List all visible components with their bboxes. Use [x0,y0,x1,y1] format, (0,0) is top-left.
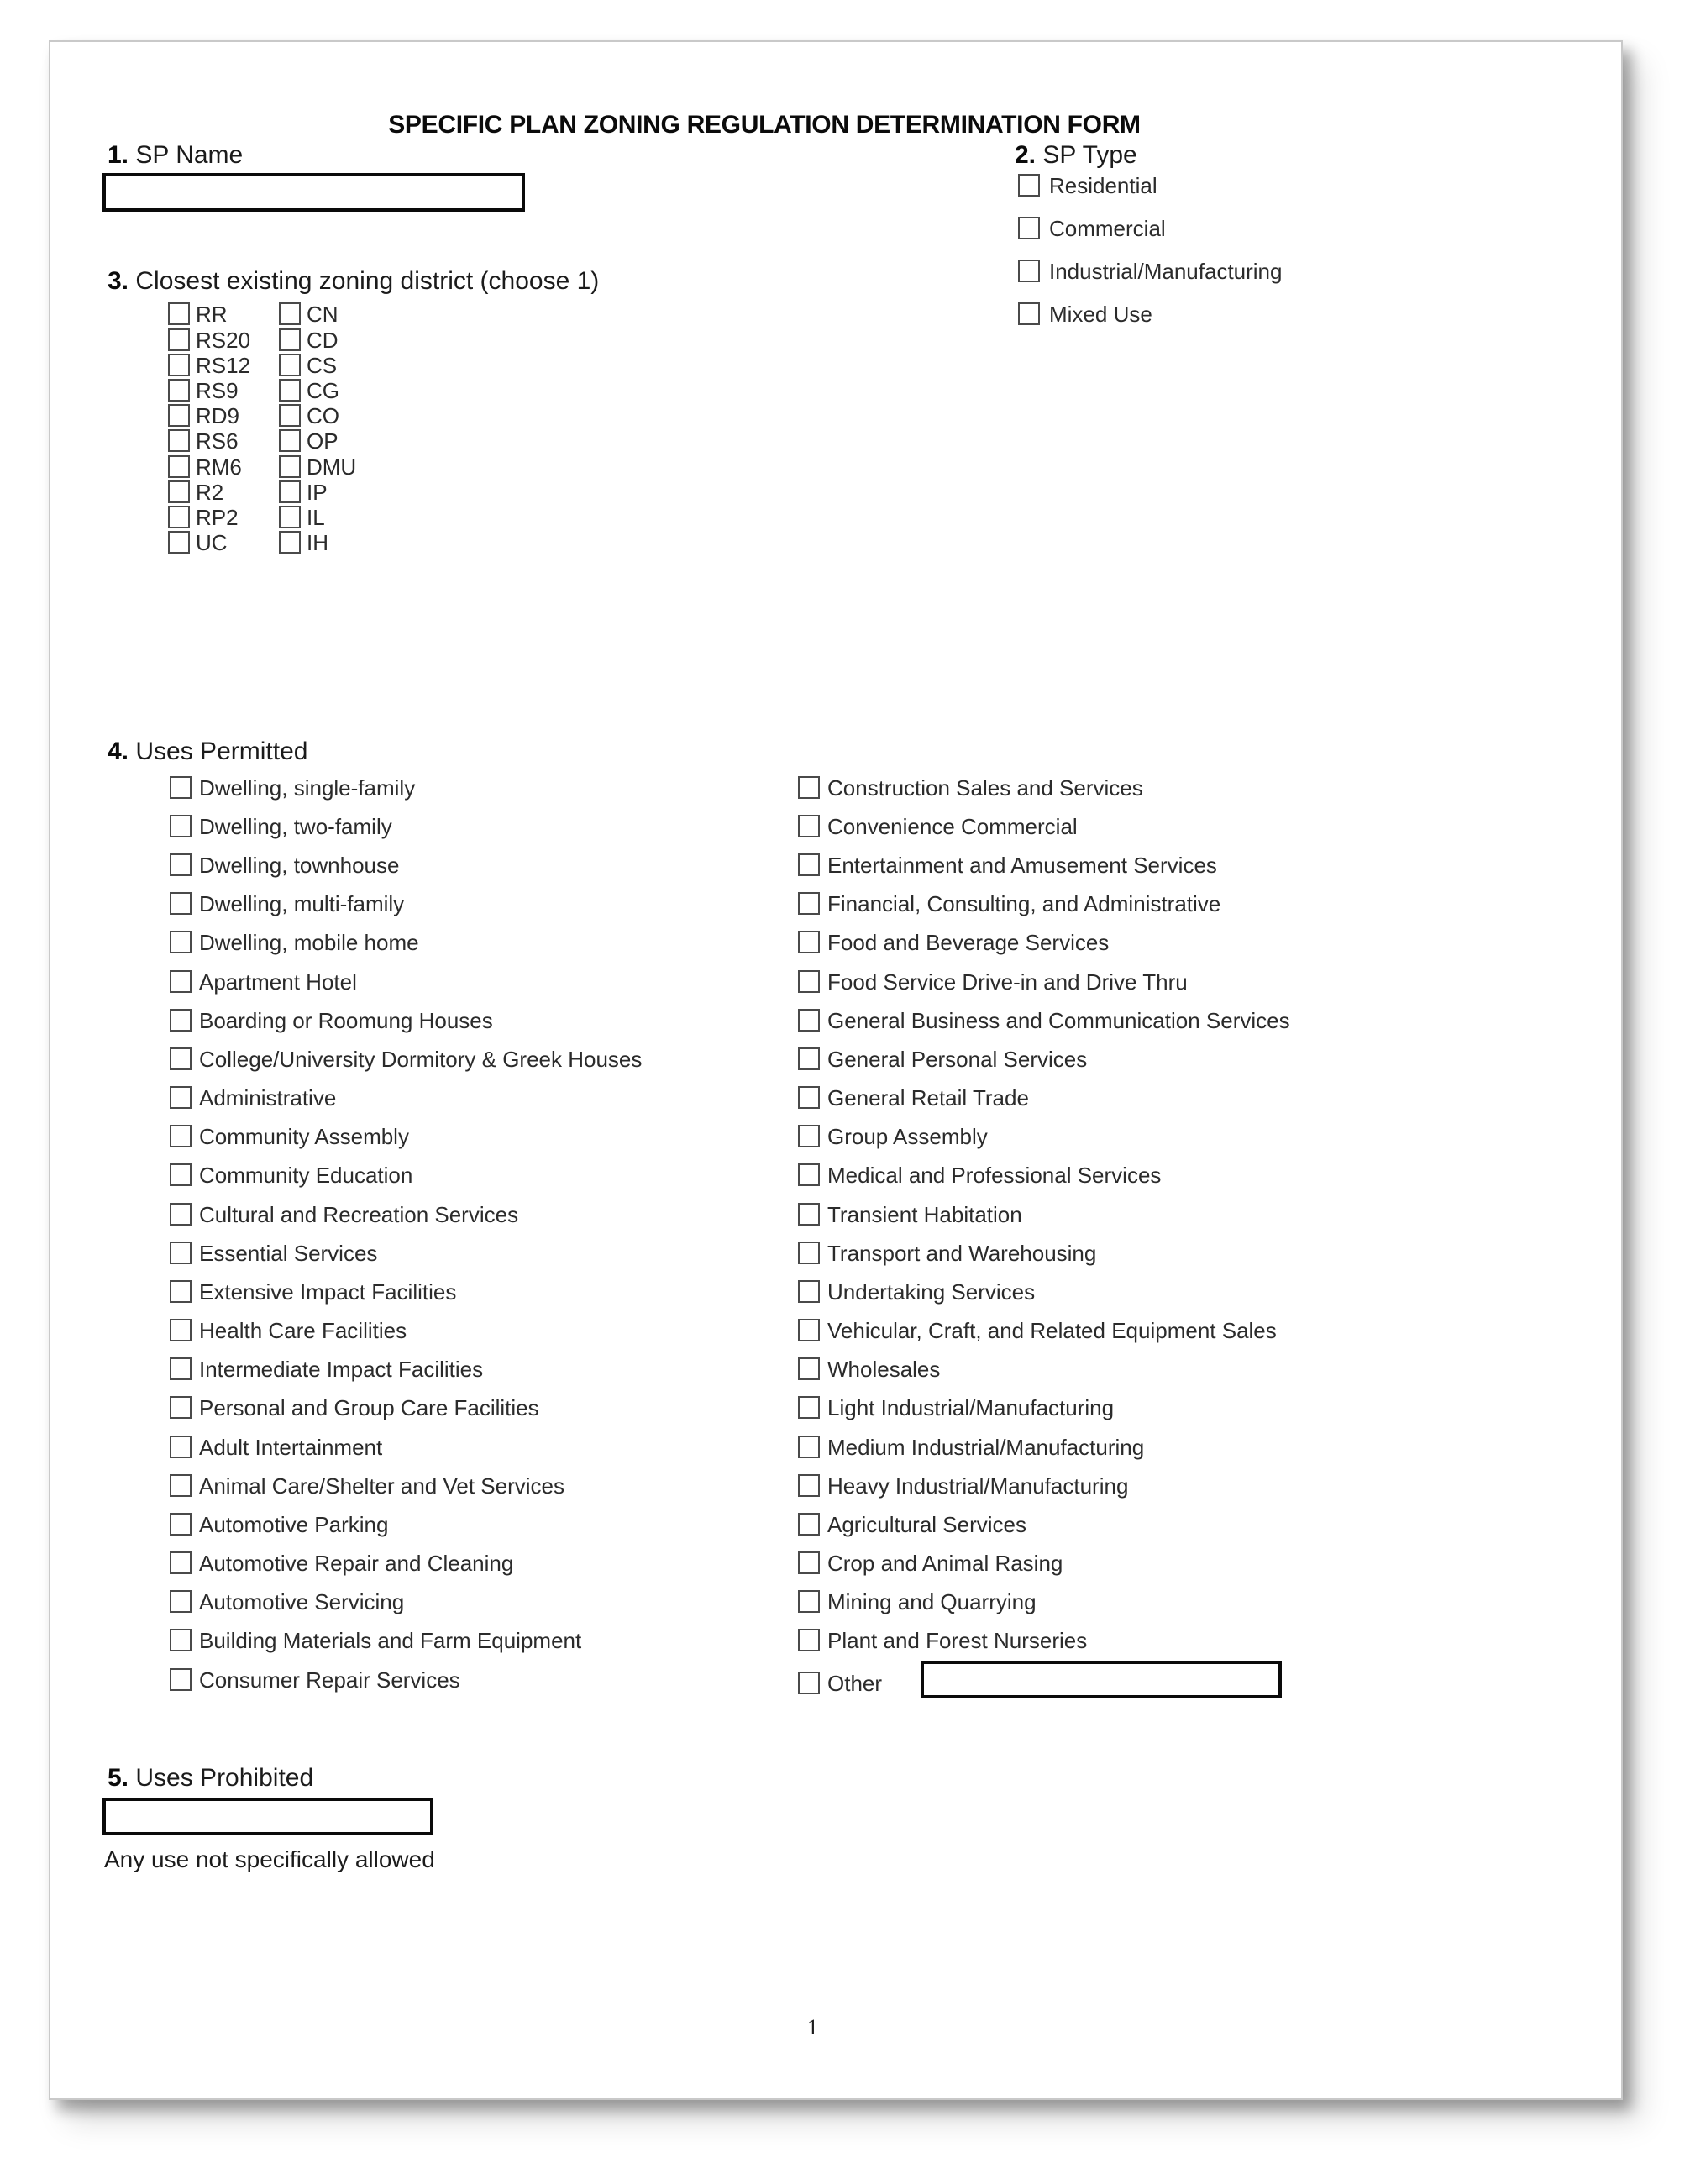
use-permitted-dwelling-single-family[interactable] [170,776,415,799]
checkbox-icon[interactable] [1018,260,1040,282]
section-2-label: SP Type [1042,141,1137,169]
checkbox-icon[interactable] [168,354,190,376]
use-permitted-consumer-repair-services[interactable] [170,1668,460,1691]
zoning-district-label: IL [307,504,325,530]
checkbox-icon[interactable] [170,892,192,915]
use-permitted-label: Boarding or Roomung Houses [199,1007,493,1033]
zoning-district-label: UC [196,529,228,555]
use-permitted-animal-care-shelter-vet-services[interactable] [170,1474,564,1497]
use-permitted-label: Dwelling, multi-family [199,890,405,916]
checkbox-icon[interactable] [170,1163,192,1186]
checkbox-icon[interactable] [170,1319,192,1341]
use-permitted-label: Consumer Repair Services [199,1667,460,1693]
use-permitted-label: Community Education [199,1162,413,1188]
zoning-district-label: RS12 [196,352,251,378]
use-permitted-label: Group Assembly [827,1123,988,1149]
use-permitted-label: Cultural and Recreation Services [199,1201,519,1227]
checkbox-icon[interactable] [798,776,820,799]
zoning-district-cg[interactable] [279,379,339,402]
checkbox-icon[interactable] [170,1474,192,1497]
zoning-district-uc[interactable] [168,531,228,554]
use-permitted-financial-consulting-and-administrative[interactable] [798,892,1220,915]
checkbox-icon[interactable] [798,1357,820,1380]
use-permitted-label: Undertaking Services [827,1278,1036,1305]
section-1-number: 1. [108,141,129,169]
checkbox-icon[interactable] [279,328,301,351]
sp-type-option-commercial[interactable] [1018,217,1166,239]
use-permitted-label: Construction Sales and Services [827,774,1143,801]
use-permitted-label: Medium Industrial/Manufacturing [827,1434,1145,1460]
checkbox-icon[interactable] [170,776,192,799]
zoning-district-cn[interactable] [279,302,339,325]
zoning-district-rm6[interactable] [168,455,242,478]
use-permitted-community-education[interactable] [170,1163,412,1186]
checkbox-icon[interactable] [279,531,301,554]
zoning-district-rs12[interactable] [168,354,250,376]
section-1-label: SP Name [135,141,244,169]
use-permitted-label: Food Service Drive-in and Drive Thru [827,969,1188,995]
checkbox-icon[interactable] [170,1086,192,1109]
checkbox-icon[interactable] [279,404,301,427]
checkbox-icon[interactable] [279,379,301,402]
use-permitted-essential-services[interactable] [170,1242,377,1264]
checkbox-icon[interactable] [798,1396,820,1419]
checkbox-icon[interactable] [170,970,192,993]
checkbox-icon[interactable] [168,379,190,402]
checkbox-icon[interactable] [798,1047,820,1070]
zoning-district-op[interactable] [279,429,339,452]
zoning-district-rs9[interactable] [168,379,239,402]
use-permitted-wholesales[interactable] [798,1357,940,1380]
use-permitted-dwelling-mobile-home[interactable] [170,931,419,953]
checkbox-icon[interactable] [1018,174,1040,197]
zoning-district-label: CD [307,327,339,353]
zoning-district-label: RS6 [196,428,239,454]
section-5-number: 5. [108,1764,129,1792]
use-permitted-label: Essential Services [199,1240,378,1266]
use-permitted-transport-and-warehousing[interactable] [798,1242,1096,1264]
checkbox-icon[interactable] [798,853,820,876]
use-permitted-boarding-or-rooming-houses[interactable] [170,1009,493,1032]
zoning-district-cd[interactable] [279,328,339,351]
checkbox-icon[interactable] [1018,217,1040,239]
use-permitted-general-retail-trade[interactable] [798,1086,1029,1109]
checkbox-icon[interactable] [170,1009,192,1032]
checkbox-icon[interactable] [798,1163,820,1186]
zoning-district-cs[interactable] [279,354,337,376]
sp-type-option-label: Industrial/Manufacturing [1049,258,1283,284]
checkbox-icon[interactable] [798,1551,820,1574]
use-permitted-plant-and-forest-nurseries[interactable] [798,1629,1087,1651]
use-permitted-label: Building Materials and Farm Equipment [199,1627,582,1653]
checkbox-icon[interactable] [798,1474,820,1497]
use-permitted-label: Automotive Parking [199,1511,389,1537]
checkbox-icon[interactable] [170,1590,192,1613]
use-permitted-label: Mining and Quarrying [827,1588,1037,1614]
checkbox-icon[interactable] [170,1436,192,1458]
checkbox-icon[interactable] [798,1242,820,1264]
use-permitted-label: General Retail Trade [827,1084,1029,1110]
checkbox-icon[interactable] [168,506,190,528]
use-permitted-label: Adult Intertainment [199,1434,383,1460]
use-permitted-convenience-commercial[interactable] [798,815,1078,837]
uses-prohibited-input[interactable] [102,1798,433,1835]
use-permitted-label: Financial, Consulting, and Administrative [827,890,1221,916]
section-3-heading [108,267,599,296]
use-permitted-other[interactable] [798,1672,882,1694]
zoning-district-label: CN [307,301,339,327]
use-permitted-agricultural-services[interactable] [798,1513,1026,1536]
section-2-heading [1015,141,1137,170]
page-number: 1 [807,2015,818,2040]
zoning-district-ih[interactable] [279,531,328,554]
use-permitted-automotive-parking[interactable] [170,1513,388,1536]
zoning-district-label: RR [196,301,228,327]
use-permitted-general-personal-services[interactable] [798,1047,1087,1070]
use-permitted-adult-entertainment[interactable] [170,1436,382,1458]
use-permitted-mining-and-quarrying[interactable] [798,1590,1037,1613]
use-permitted-label: Animal Care/Shelter and Vet Services [199,1473,564,1499]
zoning-district-label: OP [307,428,339,454]
checkbox-icon[interactable] [798,970,820,993]
zoning-district-label: IH [307,529,328,555]
use-permitted-health-care-facilities[interactable] [170,1319,407,1341]
checkbox-icon[interactable] [170,1357,192,1380]
zoning-district-il[interactable] [279,506,325,528]
use-permitted-label: Heavy Industrial/Manufacturing [827,1473,1129,1499]
use-permitted-vehicular-craft-related-equipment-sales[interactable] [798,1319,1277,1341]
use-permitted-label: Medical and Professional Services [827,1162,1162,1188]
checkbox-icon[interactable] [168,404,190,427]
use-permitted-label: General Business and Communication Services [827,1007,1290,1033]
checkbox-icon[interactable] [170,815,192,837]
zoning-district-label: RS9 [196,377,239,403]
section-1-heading [108,141,243,170]
checkbox-icon[interactable] [279,455,301,478]
sp-type-option-residential[interactable] [1018,174,1157,197]
use-permitted-label: Entertainment and Amusement Services [827,852,1217,878]
use-permitted-dwelling-two-family[interactable] [170,815,392,837]
use-permitted-heavy-industrial-manufacturing[interactable] [798,1474,1128,1497]
checkbox-icon[interactable] [170,1242,192,1264]
use-permitted-label: Dwelling, single-family [199,774,416,801]
use-permitted-label: Health Care Facilities [199,1317,407,1343]
use-permitted-crop-and-animal-raising[interactable] [798,1551,1063,1574]
use-permitted-undertaking-services[interactable] [798,1280,1035,1303]
use-permitted-label: Transient Habitation [827,1201,1022,1227]
sp-name-input[interactable] [102,173,525,212]
checkbox-icon[interactable] [168,302,190,325]
use-permitted-label: Administrative [199,1084,337,1110]
use-permitted-label: Apartment Hotel [199,969,357,995]
section-4-heading [108,738,307,766]
sp-type-option-label: Mixed Use [1049,301,1152,327]
use-permitted-label: Extensive Impact Facilities [199,1278,457,1305]
zoning-district-co[interactable] [279,404,339,427]
checkbox-icon[interactable] [168,480,190,503]
use-permitted-label: College/University Dormitory & Greek Houses [199,1046,643,1072]
use-permitted-label: Light Industrial/Manufacturing [827,1394,1115,1420]
use-permitted-apartment-hotel[interactable] [170,970,357,993]
use-permitted-label: Transport and Warehousing [827,1240,1097,1266]
zoning-district-label: RS20 [196,327,251,353]
use-permitted-other-input[interactable] [921,1661,1282,1698]
checkbox-icon[interactable] [279,302,301,325]
checkbox-icon[interactable] [279,480,301,503]
checkbox-icon[interactable] [279,429,301,452]
checkbox-icon[interactable] [170,931,192,953]
checkbox-icon[interactable] [279,354,301,376]
document-page [49,40,1623,2100]
section-2-number: 2. [1015,141,1037,169]
use-permitted-label: Wholesales [827,1356,941,1382]
checkbox-icon[interactable] [798,1009,820,1032]
zoning-district-label: CS [307,352,338,378]
use-permitted-label: Convenience Commercial [827,813,1078,839]
use-permitted-entertainment-and-amusement-services[interactable] [798,853,1217,876]
checkbox-icon[interactable] [798,1125,820,1147]
use-permitted-label: Crop and Animal Rasing [827,1550,1063,1576]
use-permitted-dwelling-multi-family[interactable] [170,892,404,915]
checkbox-icon[interactable] [798,1590,820,1613]
use-permitted-label: Community Assembly [199,1123,409,1149]
sp-type-option-industrial-manufacturing[interactable] [1018,260,1282,282]
checkbox-icon[interactable] [168,455,190,478]
zoning-district-label: RD9 [196,402,240,428]
use-permitted-general-business-and-communication-services[interactable] [798,1009,1290,1032]
zoning-district-label: RP2 [196,504,239,530]
section-3-label: Closest existing zoning district (choose 1) [135,267,600,295]
use-permitted-dwelling-townhouse[interactable] [170,853,399,876]
page-title: SPECIFIC PLAN ZONING REGULATION DETERMINATION FORM [388,111,1141,139]
use-permitted-label: Dwelling, townhouse [199,852,400,878]
checkbox-icon[interactable] [798,1629,820,1651]
zoning-district-label: CG [307,377,339,403]
use-permitted-label: Automotive Servicing [199,1588,405,1614]
checkbox-icon[interactable] [798,931,820,953]
checkbox-icon[interactable] [798,1086,820,1109]
zoning-district-rp2[interactable] [168,506,239,528]
checkbox-icon[interactable] [170,1125,192,1147]
zoning-district-r2[interactable] [168,480,223,503]
zoning-district-dmu[interactable] [279,455,356,478]
zoning-district-label: RM6 [196,454,242,480]
use-permitted-label: General Personal Services [827,1046,1088,1072]
use-permitted-extensive-impact-facilities[interactable] [170,1280,456,1303]
use-permitted-food-service-drive-in-and-drive-thru[interactable] [798,970,1188,993]
section-4-number: 4. [108,738,129,765]
sp-type-option-label: Residential [1049,172,1157,198]
use-permitted-light-industrial-manufacturing[interactable] [798,1396,1114,1419]
zoning-district-rd9[interactable] [168,404,239,427]
checkbox-icon[interactable] [798,815,820,837]
checkbox-icon[interactable] [170,1551,192,1574]
checkbox-icon[interactable] [798,1203,820,1226]
checkbox-icon[interactable] [170,1396,192,1419]
zoning-district-label: R2 [196,479,224,505]
section-3-number: 3. [108,267,129,295]
zoning-district-rs6[interactable] [168,429,239,452]
use-permitted-community-assembly[interactable] [170,1125,409,1147]
zoning-district-label: DMU [307,454,357,480]
zoning-district-rr[interactable] [168,302,228,325]
use-permitted-food-and-beverage-services[interactable] [798,931,1109,953]
use-permitted-other-label: Other [827,1670,883,1696]
checkbox-icon[interactable] [170,1513,192,1536]
checkbox-icon[interactable] [798,1513,820,1536]
checkbox-icon[interactable] [798,892,820,915]
use-permitted-automotive-servicing[interactable] [170,1590,404,1613]
sp-type-option-mixed-use[interactable] [1018,302,1152,325]
checkbox-icon[interactable] [798,1319,820,1341]
page-content [50,42,1621,2098]
use-permitted-automotive-repair-and-cleaning[interactable] [170,1551,513,1574]
checkbox-icon[interactable] [1018,302,1040,325]
checkbox-icon[interactable] [279,506,301,528]
use-permitted-label: Dwelling, mobile home [199,929,419,955]
use-permitted-label: Intermediate Impact Facilities [199,1356,484,1382]
sp-type-option-label: Commercial [1049,215,1166,241]
zoning-district-label: IP [307,479,328,505]
use-permitted-intermediate-impact-facilities[interactable] [170,1357,483,1380]
checkbox-icon[interactable] [170,1668,192,1691]
use-permitted-college-dormitory-greek-houses[interactable] [170,1047,642,1070]
use-permitted-building-materials-and-farm-equipment[interactable] [170,1629,581,1651]
section-5-label: Uses Prohibited [135,1764,314,1792]
use-permitted-label: Food and Beverage Services [827,929,1110,955]
checkbox-icon[interactable] [170,1203,192,1226]
checkbox-icon[interactable] [798,1672,820,1694]
checkbox-icon[interactable] [170,1629,192,1651]
checkbox-icon[interactable] [170,1280,192,1303]
use-permitted-label: Plant and Forest Nurseries [827,1627,1088,1653]
section-4-label: Uses Permitted [135,738,308,765]
checkbox-icon[interactable] [170,853,192,876]
use-permitted-medium-industrial-manufacturing[interactable] [798,1436,1144,1458]
use-permitted-label: Dwelling, two-family [199,813,392,839]
checkbox-icon[interactable] [168,429,190,452]
checkbox-icon[interactable] [170,1047,192,1070]
checkbox-icon[interactable] [168,328,190,351]
checkbox-icon[interactable] [798,1436,820,1458]
uses-prohibited-note: Any use not specifically allowed [104,1846,435,1872]
zoning-district-label: CO [307,402,339,428]
section-5-heading [108,1764,313,1793]
checkbox-icon[interactable] [798,1280,820,1303]
use-permitted-label: Automotive Repair and Cleaning [199,1550,514,1576]
zoning-district-rs20[interactable] [168,328,250,351]
use-permitted-administrative[interactable] [170,1086,336,1109]
use-permitted-label: Personal and Group Care Facilities [199,1394,539,1420]
use-permitted-medical-and-professional-services[interactable] [798,1163,1161,1186]
use-permitted-group-assembly[interactable] [798,1125,988,1147]
use-permitted-transient-habitation[interactable] [798,1203,1022,1226]
use-permitted-label: Vehicular, Craft, and Related Equipment Sales [827,1317,1277,1343]
use-permitted-cultural-and-recreation-services[interactable] [170,1203,518,1226]
zoning-district-ip[interactable] [279,480,328,503]
use-permitted-construction-sales-and-services[interactable] [798,776,1143,799]
checkbox-icon[interactable] [168,531,190,554]
use-permitted-personal-and-group-care-facilities[interactable] [170,1396,539,1419]
use-permitted-label: Agricultural Services [827,1511,1026,1537]
